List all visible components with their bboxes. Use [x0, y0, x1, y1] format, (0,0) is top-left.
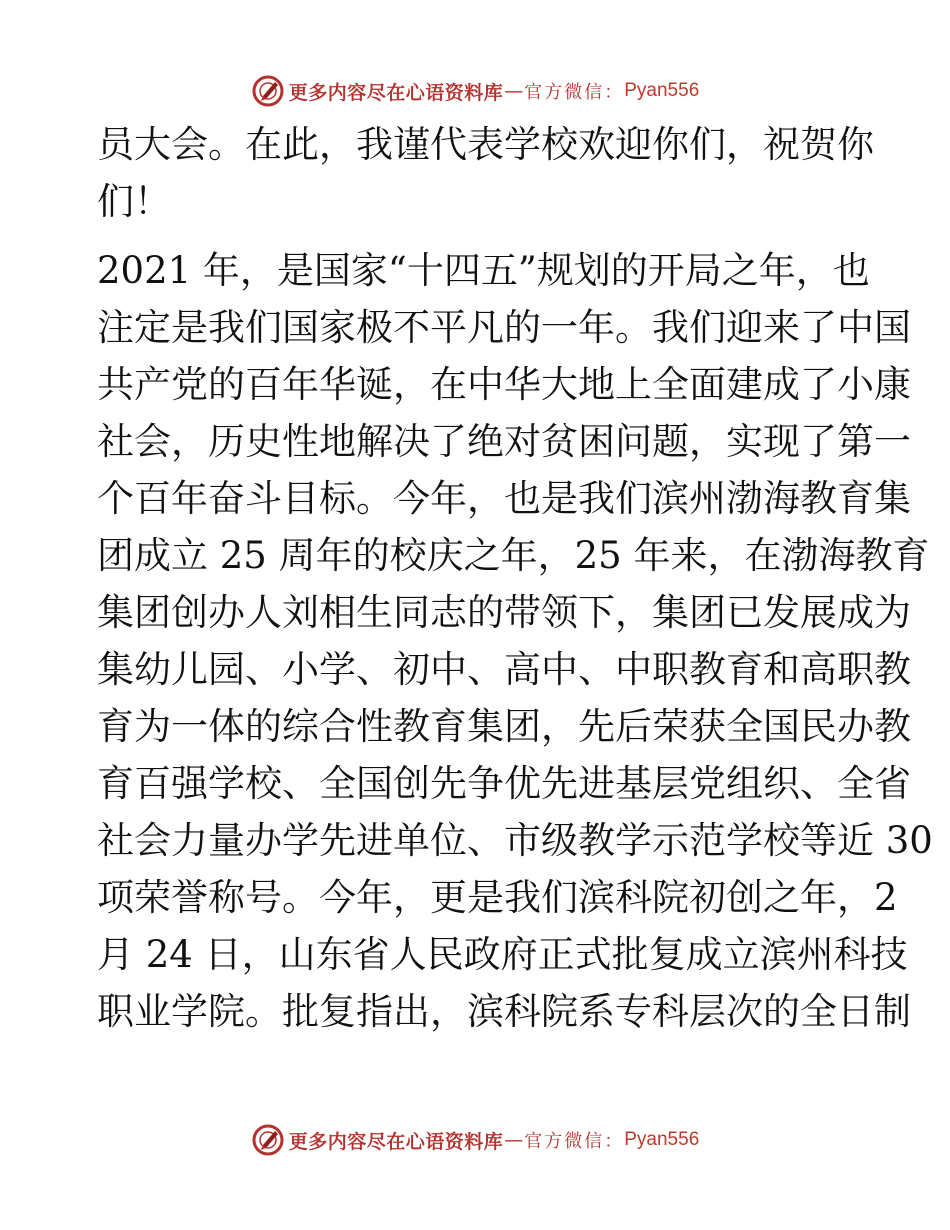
- body-line: 项荣誉称号。今年，更是我们滨科院初创之年，2: [97, 876, 898, 919]
- header-wechat-id: Pyan556: [624, 80, 700, 101]
- body-line: 育百强学校、全国创先争优先进基层党组织、全省: [97, 762, 911, 805]
- footer-banner: [0, 1120, 950, 1160]
- header-separator: —: [504, 80, 524, 102]
- pen-logo-icon: [251, 1123, 285, 1157]
- pen-logo-icon: [251, 74, 285, 108]
- footer-wechat-id: Pyan556: [624, 1129, 700, 1150]
- body-line: 月 24 日，山东省人民政府正式批复成立滨州科技: [97, 933, 908, 976]
- body-line: 2021 年，是国家“十四五”规划的开局之年，也: [97, 249, 870, 292]
- document-body: [97, 116, 933, 1040]
- body-line: 员大会。在此，我谨代表学校欢迎你们，祝贺你: [97, 123, 874, 166]
- header-brand-text: 更多内容尽在心语资料库: [288, 81, 504, 104]
- body-line: 社会，历史性地解决了绝对贫困问题，实现了第一: [97, 420, 911, 463]
- footer-brand-text: 更多内容尽在心语资料库: [288, 1130, 504, 1153]
- body-line: 团成立 25 周年的校庆之年，25 年来，在渤海教育: [97, 534, 930, 577]
- body-line: 职业学院。批复指出，滨科院系专科层次的全日制: [97, 990, 911, 1033]
- body-line: 集团创办人刘相生同志的带领下，集团已发展成为: [97, 591, 911, 634]
- body-line: 集幼儿园、小学、初中、高中、中职教育和高职教: [97, 648, 911, 691]
- body-line: 注定是我们国家极不平凡的一年。我们迎来了中国: [97, 306, 911, 349]
- body-line: 们！: [97, 180, 171, 223]
- body-line: 社会力量办学先进单位、市级教学示范学校等近 30: [97, 819, 933, 862]
- footer-official-label: 官方微信：: [524, 1131, 625, 1152]
- footer-separator: —: [504, 1129, 524, 1151]
- header-banner: [0, 71, 950, 111]
- body-line: 育为一体的综合性教育集团，先后荣获全国民办教: [97, 705, 911, 748]
- body-line: 个百年奋斗目标。今年，也是我们滨州渤海教育集: [97, 477, 911, 520]
- body-line: 共产党的百年华诞，在中华大地上全面建成了小康: [97, 363, 911, 406]
- header-official-label: 官方微信：: [524, 82, 625, 103]
